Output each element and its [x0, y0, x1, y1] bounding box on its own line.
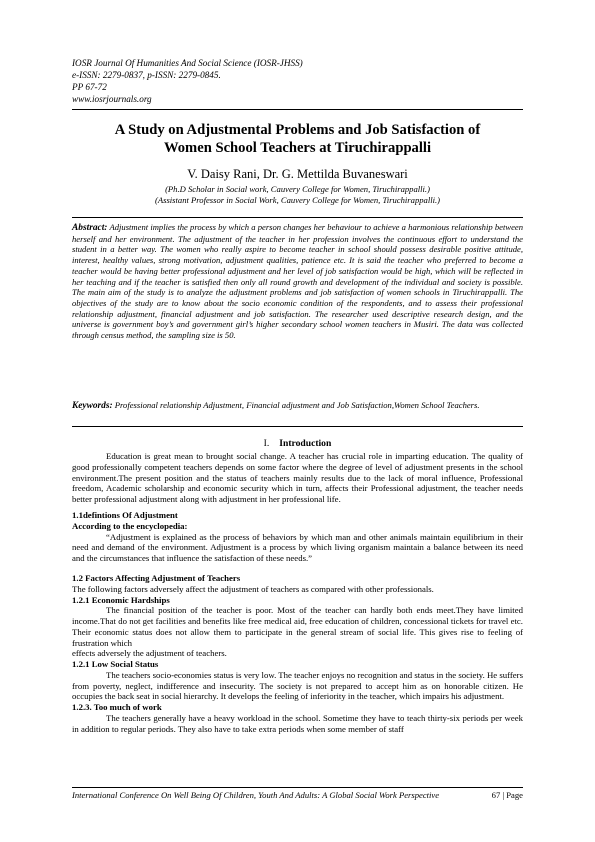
abstract-top-rule [72, 217, 523, 218]
factors-text: The following factors adversely affect the adjustment of teachers as compared with other professionals. [72, 583, 434, 594]
section-1-1 [72, 510, 523, 564]
affiliation-1: (Ph.D Scholar in Social work, Cauvery College for Women, Tiruchirappalli.) [165, 184, 430, 194]
heading-1-2-1-social: 1.2.1 Low Social Status [72, 659, 159, 669]
abstract [72, 222, 523, 341]
social-status-text: The teachers socio-economies status is very low. The teacher enjoys no recognition and status in the society. He suffers from poverty, neglect, indifference and insecurity. The society is not prepared to accept him as on honorable citizen. He occupies the back seat in social hierarchy. It develops the feeling of inferiority in the teacher, which impairs his adjustment. [72, 669, 523, 702]
section-heading-introduction [72, 438, 523, 450]
abstract-bottom-rule [72, 426, 523, 427]
authors: V. Daisy Rani, Dr. G. Mettilda Buvaneswari [187, 167, 408, 181]
economic-text-cont: effects adversely the adjustment of teachers. [72, 648, 227, 659]
intro-text: Education is great mean to brought social change. A teacher has crucial role in imparting education. The quality of good professionally competent teachers depends on some factor where the degree of level of adjustment presents in the school environment.The present position and the status of teachers mainly results due to the lack of moral influence, Professional freedom, Academic scholarship and economic security which in turn, affects their Professional adjustment, the teacher needs better professional adjustment along with adjustment in her professional life. [72, 451, 523, 504]
heading-1-2-1-economic: 1.2.1 Economic Hardships [72, 594, 170, 605]
affiliations [72, 184, 523, 207]
section-title: Introduction [279, 438, 332, 449]
title-line-2: Women School Teachers at Tiruchirappalli [163, 140, 432, 156]
footer-page-number: 67 | Page [491, 790, 523, 800]
issn: e-ISSN: 2279-0837, p-ISSN: 2279-0845. [72, 70, 221, 80]
journal-header [72, 57, 303, 105]
footer-rule [72, 787, 523, 788]
intro-paragraph [72, 451, 523, 505]
section-1-2 [72, 573, 523, 734]
journal-website: www.iosrjournals.org [72, 94, 152, 104]
heading-1-1: 1.1defintions Of Adjustment [72, 510, 178, 520]
keywords-text: Professional relationship Adjustment, Financial adjustment and Job Satisfaction,Women School Teachers. [112, 400, 480, 410]
keywords [72, 400, 523, 412]
subheading-encyclopedia: According to the encyclopedia: [72, 520, 188, 531]
economic-text: The financial position of the teacher is poor. Most of the teacher can hardly both ends meet.They have limited income.That do not get facilities and benefits like free medical aid, free education of children, concessional tickets for travel etc. Their economic status does not allow them to participate in the general stream of social life. This gives rise to feeling of frustration which [72, 605, 523, 648]
abstract-text: Adjustment implies the process by which a person changes her behaviour to achieve a harmonious relationship between herself and her environment. The adjustment of the teacher in her profession involves the continuous effort to understand the student in a better way. The women who really aspire to become teacher in school should possess desirable positive attitude, interest, healthy values, strong motivation, adjustment qualities, patience etc. It is said the teacher who preferred to become a teacher would be having better professional adjustment and her level of job satisfaction would be high, which will be reflected in her teaching and if the teacher is satisfied then only all round growth and development of the individual and society is possible. The main aim of the study is to analyze the adjustment problems and job satisfaction of women schools in Tiruchirappalli. The objectives of the study are to know about the socio economic condition of the respondents, and to assess their professional relationship adjustment, financial adjustment and job satisfaction. The researcher used descriptive research design, and the universe is government boy’s and government girl’s higher secondary school women teachers in Musiri. The data was collected through census method, the sampling size is 50. [72, 222, 523, 341]
definition-text: “Adjustment is explained as the process of behaviors by which man and other animals maintain equilibrium in their need and demand of the environment. Adjustment is a process by which living organism maintain a balance between its need and the circumstances that influence the satisfaction of these needs.” [72, 531, 523, 563]
affiliation-2: (Assistant Professor in Social Work, Cauvery College for Women, Tiruchirappalli.) [154, 195, 441, 206]
abstract-label: Abstract: [72, 223, 108, 233]
heading-1-2: 1.2 Factors Affecting Adjustment of Teachers [72, 573, 241, 583]
footer-conference: International Conference On Well Being Of Children, Youth And Adults: A Global Social Work Perspective [72, 790, 440, 800]
paper-title [72, 121, 523, 157]
heading-1-2-3-work: 1.2.3. Too much of work [72, 702, 162, 712]
journal-name: IOSR Journal Of Humanities And Social Science (IOSR-JHSS) [72, 58, 303, 68]
title-line-1: A Study on Adjustmental Problems and Job Satisfaction of [114, 122, 481, 138]
header-rule [72, 109, 523, 110]
keywords-label: Keywords: [72, 401, 113, 411]
workload-text: The teachers generally have a heavy workload in the school. Sometime they have to teach thirty-six periods per week in addition to regular periods. They also have to take extra periods when some member of staff [72, 712, 523, 734]
section-number: I. [263, 438, 270, 449]
page-range: PP 67-72 [72, 82, 107, 92]
